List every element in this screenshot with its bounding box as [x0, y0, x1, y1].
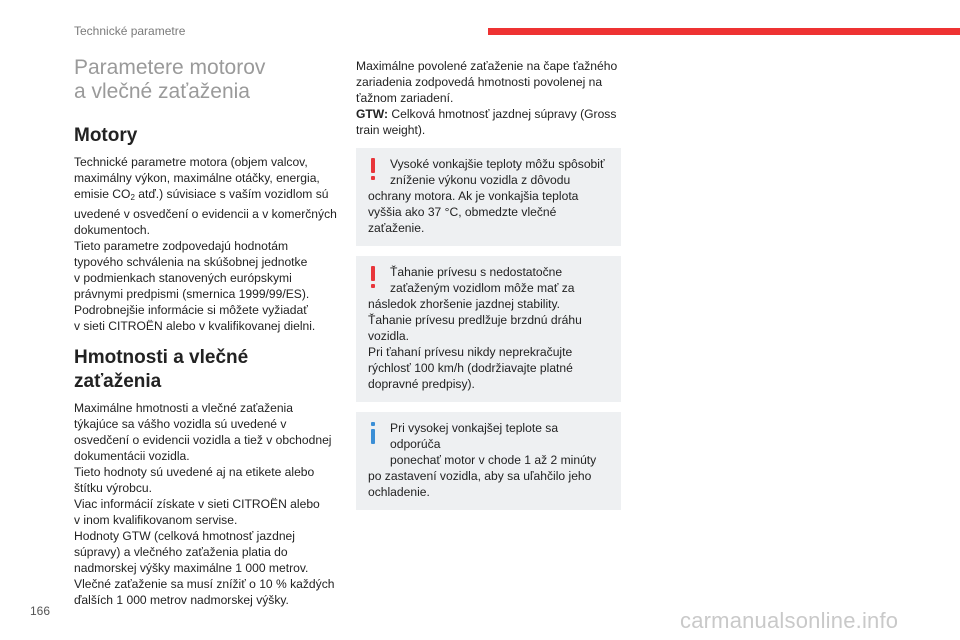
text-line: zníženie výkonu vozidla z dôvodu [390, 173, 571, 187]
text-line: Pri vysokej vonkajšej teplote sa odporúča [390, 421, 559, 451]
warning-exclamation-icon [369, 266, 377, 290]
left-column [74, 56, 339, 608]
engines-paragraph [74, 154, 339, 334]
text-line: emisie CO [74, 187, 131, 201]
heading-line: zaťaženia [74, 371, 162, 392]
callout-text [368, 264, 609, 392]
page-title-line-1: Parametere motorov [74, 56, 266, 79]
text-line: nadmorskej výšky maximálne 1 000 metrov. [74, 561, 309, 575]
text-line: zariadenia zodpovedá hmotnosti povolenej na [356, 75, 603, 89]
text-line: Vlečné zaťaženie sa musí znížiť o 10 % každých [74, 577, 335, 591]
text-line: v inom kvalifikovanom servise. [74, 513, 238, 527]
text-line: uvedené v osvedčení o evidencii a v komerčných [74, 207, 337, 221]
text-line: rýchlosť 100 km/h (dodržiavajte platné [368, 361, 573, 375]
text-line: Technické parametre motora (objem valcov, [74, 155, 308, 169]
text-line: následok zhoršenie jazdnej stability. [368, 297, 561, 311]
text-line: Tieto parametre zodpovedajú hodnotám [74, 239, 289, 253]
heading-line: Hmotnosti a vlečné [74, 347, 249, 368]
text-line: ťažnom zariadení. [356, 91, 454, 105]
warning-callout-stability [356, 256, 621, 402]
gtw-label: GTW: [356, 107, 389, 121]
text-line: v sieti CITROËN alebo v kvalifikovanej dielni. [74, 319, 316, 333]
text-line: štítku výrobcu. [74, 481, 152, 495]
page-title [74, 56, 339, 104]
text-line: maximálny výkon, maximálne otáčky, energia, [74, 171, 320, 185]
text-line: vozidla. [368, 329, 410, 343]
weights-paragraph [74, 400, 339, 608]
callout-text [368, 156, 609, 236]
info-callout-cooling [356, 412, 621, 510]
text-line: Ťahanie prívesu s nedostatočne [390, 265, 563, 279]
text-line: zaťaženým vozidlom môže mať za [390, 281, 575, 295]
watermark-logo: carmanualsonline.info [680, 608, 899, 633]
page-number: 166 [30, 604, 51, 618]
text-line: atď.) súvisiace s vaším vozidlom sú [134, 187, 329, 201]
section-heading-engines: Motory [74, 125, 138, 146]
text-line: po zastavení vozidla, aby sa uľahčilo jeho [368, 469, 592, 483]
text-line: Tieto hodnoty sú uvedené aj na etikete alebo [74, 465, 315, 479]
text-line: Celková hmotnosť jazdnej súpravy (Gross [388, 107, 617, 121]
text-line: v podmienkach stanovených európskymi [74, 271, 292, 285]
text-line: Hodnoty GTW (celková hmotnosť jazdnej [74, 529, 295, 543]
text-line: Maximálne hmotnosti a vlečné zaťaženia [74, 401, 293, 415]
text-line: dokumentoch. [74, 223, 150, 237]
warning-exclamation-icon [369, 158, 377, 182]
text-line: súpravy) a vlečného zaťaženia platia do [74, 545, 288, 559]
warning-callout-temperature [356, 148, 621, 246]
text-line: Pri ťahaní prívesu nikdy neprekračujte [368, 345, 573, 359]
text-line: ochrany motora. Ak je vonkajšia teplota [368, 189, 579, 203]
info-icon [369, 422, 377, 446]
page-title-line-2: a vlečné zaťaženia [74, 80, 250, 103]
text-line: ďalších 1 000 metrov nadmorskej výšky. [74, 593, 289, 607]
header-accent-bar [488, 28, 960, 35]
text-line: osvedčení o evidencii vozidla a tiež v obchodnej [74, 433, 332, 447]
text-line: týkajúce sa vášho vozidla sú uvedené v [74, 417, 287, 431]
text-line: Viac informácií získate v sieti CITROËN alebo [74, 497, 320, 511]
text-line: vyššia ako 37 °C, obmedzte vlečné [368, 205, 557, 219]
callout-text [368, 420, 609, 500]
text-line: typového schválenia na skúšobnej jednotke [74, 255, 308, 269]
text-line: Vysoké vonkajšie teploty môžu spôsobiť [390, 157, 605, 171]
text-line: Podrobnejšie informácie si môžete vyžiadať [74, 303, 308, 317]
text-line: Maximálne povolené zaťaženie na čape ťažného [356, 59, 618, 73]
text-line: ochladenie. [368, 485, 430, 499]
running-header: Technické parametre [74, 24, 186, 38]
text-line: zaťaženie. [368, 221, 425, 235]
text-line: Ťahanie prívesu predlžuje brzdnú dráhu [368, 313, 582, 327]
text-line: dokumentácii vozidla. [74, 449, 190, 463]
subscript: 2 [130, 193, 135, 202]
text-line: dopravné predpisy). [368, 377, 475, 391]
towbar-paragraph [356, 58, 621, 138]
section-heading-weights [74, 346, 339, 394]
text-line: ponechať motor v chode 1 až 2 minúty [390, 453, 597, 467]
text-line: právnymi predpismi (smernica 1999/99/ES). [74, 287, 310, 301]
text-line: train weight). [356, 123, 426, 137]
right-column [356, 58, 621, 510]
